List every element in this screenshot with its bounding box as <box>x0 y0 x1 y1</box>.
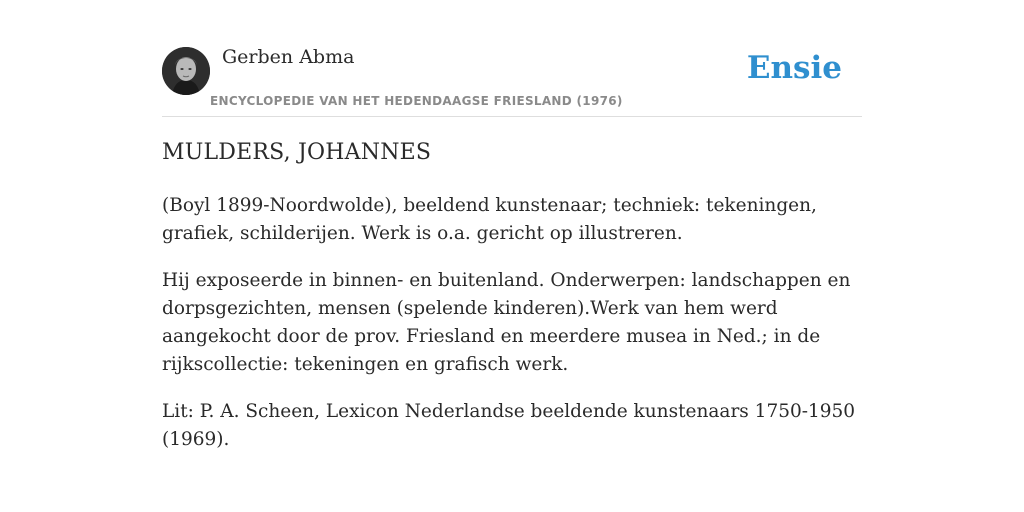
author-portrait-icon <box>162 47 210 95</box>
article-body <box>162 192 862 473</box>
article-title: MULDERS, JOHANNES <box>162 140 432 165</box>
article-paragraph: Hij exposeerde in binnen- en buitenland. Onderwerpen: landschappen en dorpsgezichten, mensen (spelende kinderen).Werk van hem werd aangekocht door de prov. Friesland en meerdere musea in Ned.; in de rijkscollectie: tekeningen en grafisch werk. <box>162 270 851 375</box>
article-paragraph: (Boyl 1899-Noordwolde), beeldend kunstenaar; techniek: tekeningen, grafiek, schilderijen. Werk is o.a. gericht op illustreren. <box>162 195 817 244</box>
article-header <box>162 44 862 117</box>
author-name[interactable]: Gerben Abma <box>222 46 355 68</box>
author-avatar[interactable] <box>162 47 210 95</box>
literature-reference: Lit: P. A. Scheen, Lexicon Nederlandse beeldende kunstenaars 1750-1950 (1969). <box>162 401 856 450</box>
source-label[interactable]: ENCYCLOPEDIE VAN HET HEDENDAAGSE FRIESLAND (1976) <box>210 94 623 108</box>
brand-logo[interactable]: Ensie <box>746 50 842 86</box>
